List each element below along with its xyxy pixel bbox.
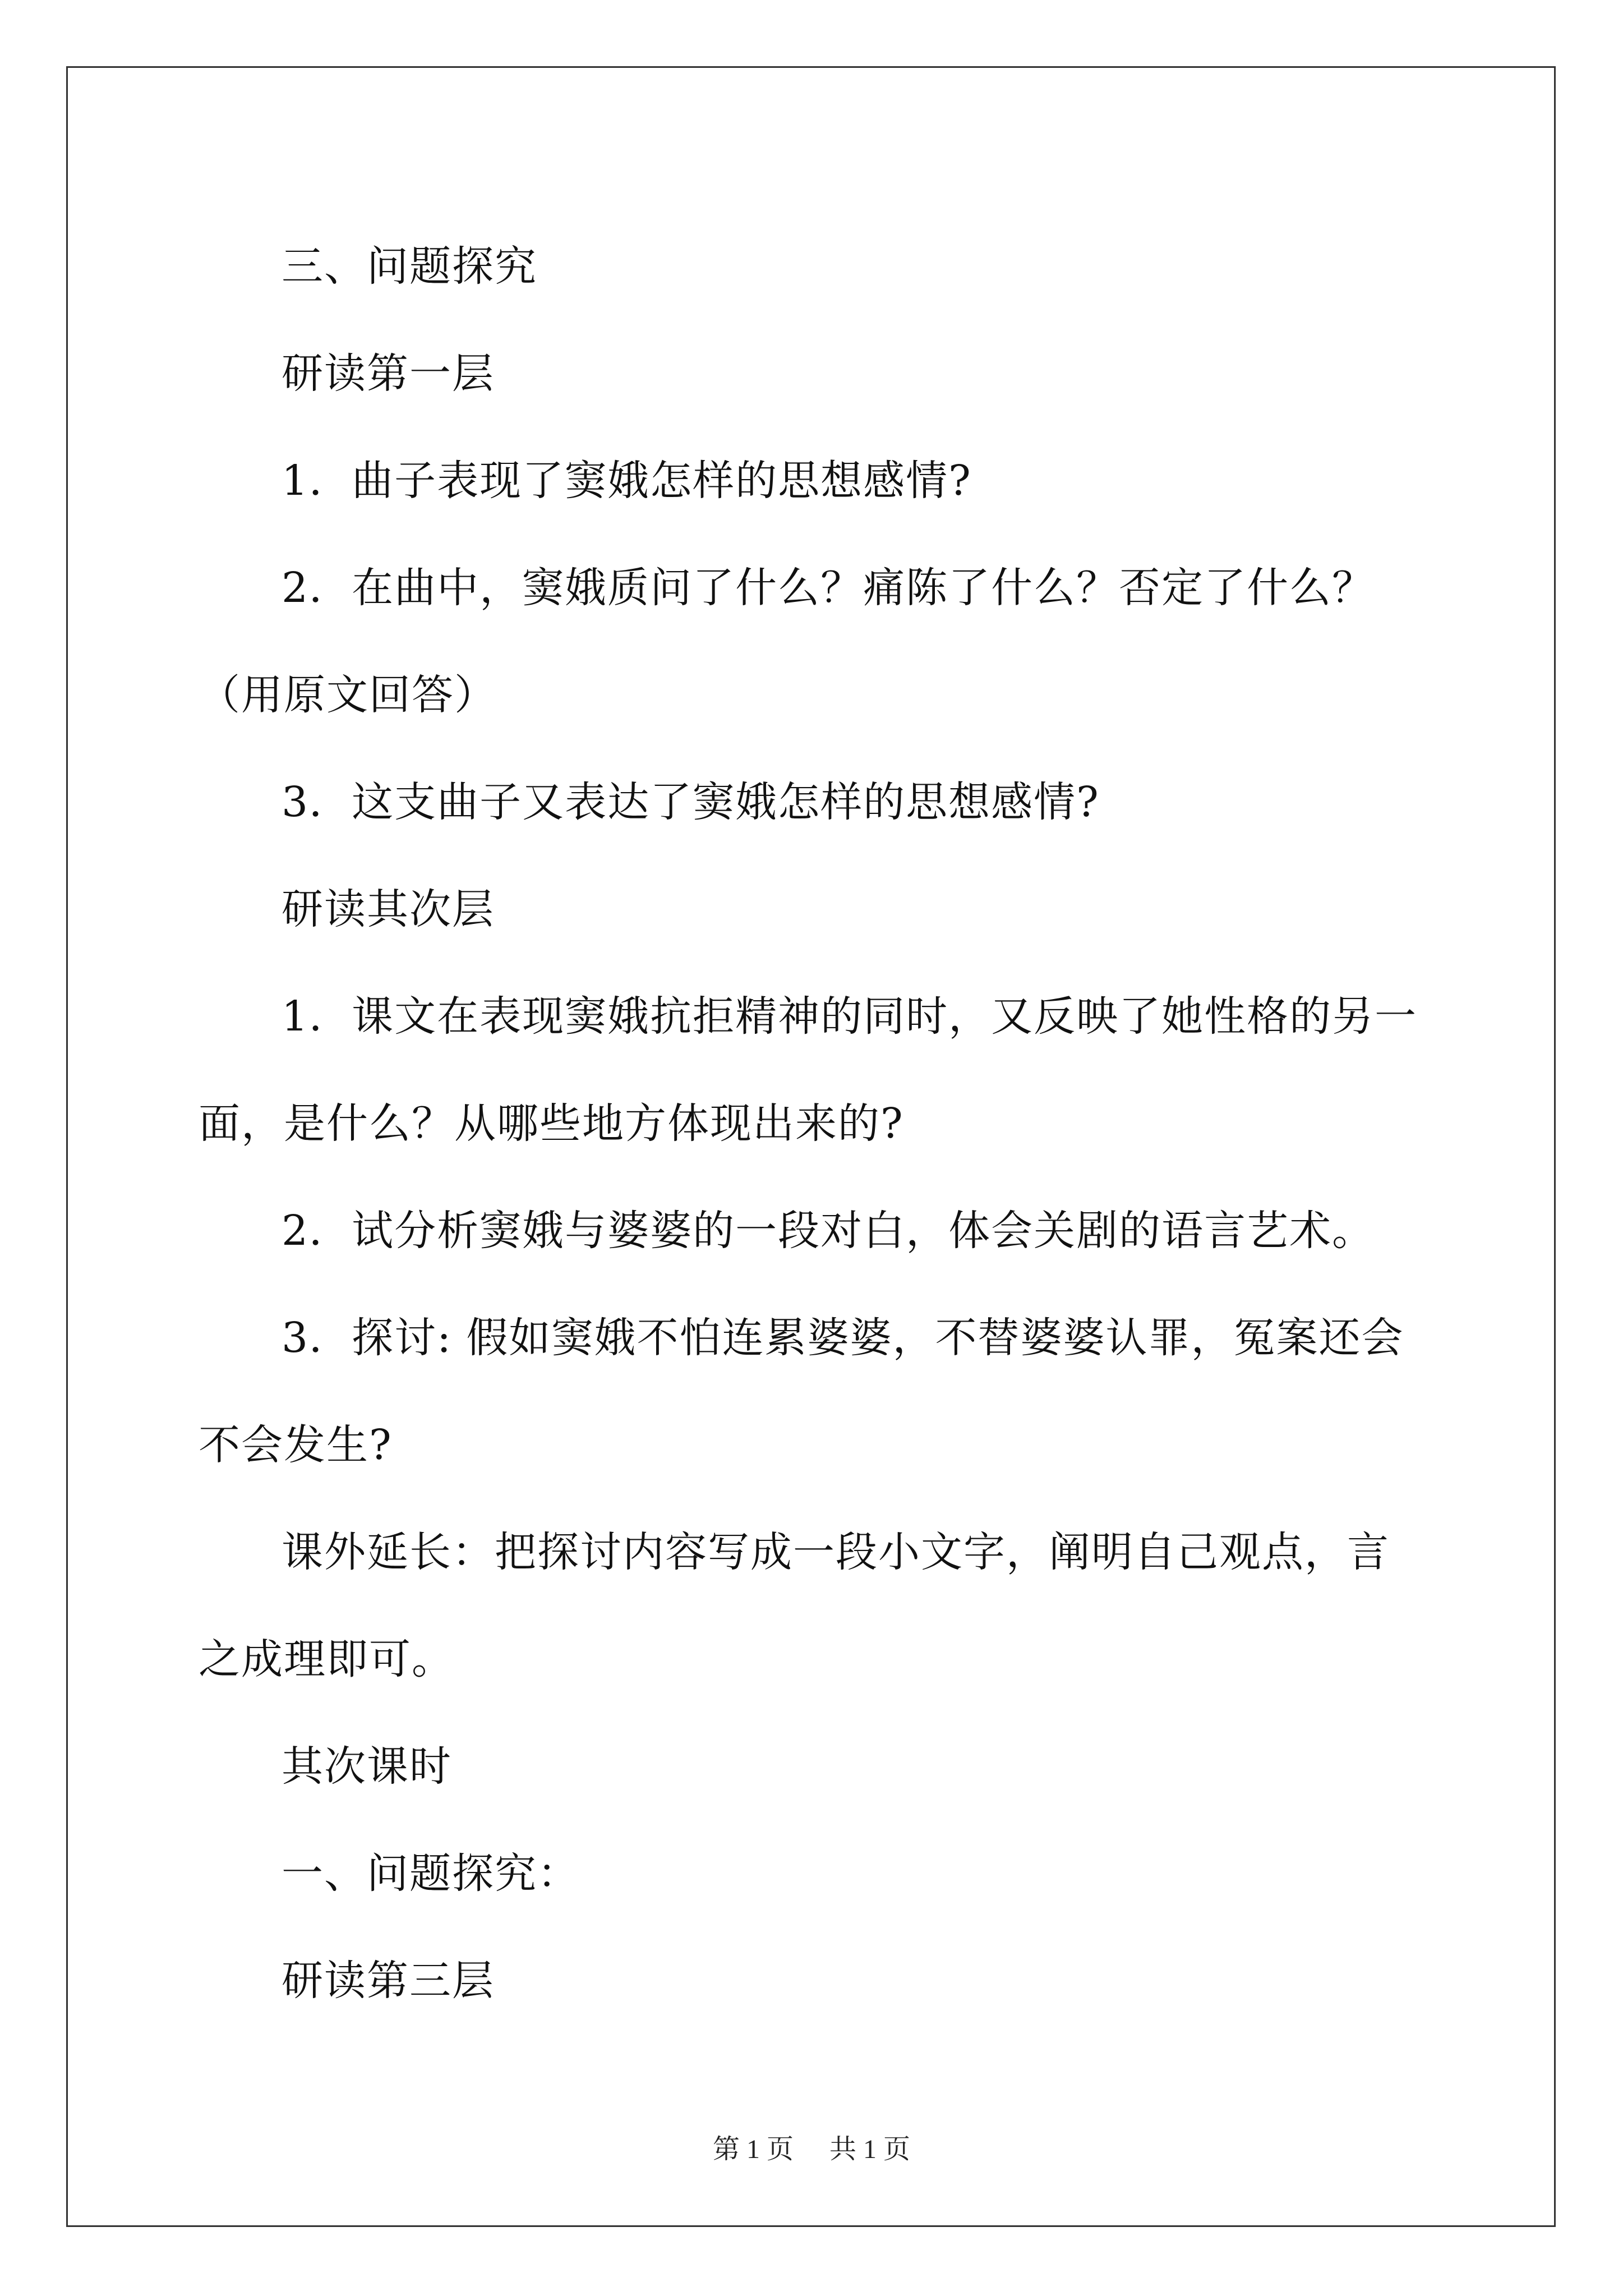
- subsection-heading: 研读其次层: [282, 885, 495, 933]
- question-paragraph: 1．课文在表现窦娥抗拒精神的同时，又反映了她性格的另一面，是什么？从哪些地方体现出来的?: [199, 992, 1418, 1148]
- question-paragraph: 2．在曲中，窦娥质问了什么？痛陈了什么？否定了什么？（用原文回答）: [199, 564, 1375, 719]
- lesson-heading: 其次课时: [282, 1742, 452, 1791]
- page-footer: [0, 2127, 1623, 2166]
- extension-paragraph: 课外延长：把探讨内容写成一段小文字，阐明自己观点，言之成理即可。: [199, 1528, 1390, 1683]
- page-total: 共 1 页: [829, 2134, 911, 2164]
- page-number: 第 1 页: [712, 2134, 794, 2164]
- subsection-heading: 研读第一层: [282, 349, 495, 398]
- document-body: [199, 213, 1424, 2035]
- subsection-heading: 研读第三层: [282, 1957, 495, 2005]
- section-heading: 三、问题探究: [282, 242, 537, 291]
- question-paragraph: 1．曲子表现了窦娥怎样的思想感情?: [282, 457, 972, 505]
- question-paragraph: 3．这支曲子又表达了窦娥怎样的思想感情?: [282, 778, 1100, 826]
- section-heading: 一、问题探究：: [282, 1849, 580, 1898]
- question-paragraph: 2．试分析窦娥与婆婆的一段对白，体会关剧的语言艺术。: [282, 1207, 1375, 1255]
- question-paragraph: 3．探讨: 假如窦娥不怕连累婆婆，不替婆婆认罪，冤案还会不会发生?: [199, 1314, 1404, 1469]
